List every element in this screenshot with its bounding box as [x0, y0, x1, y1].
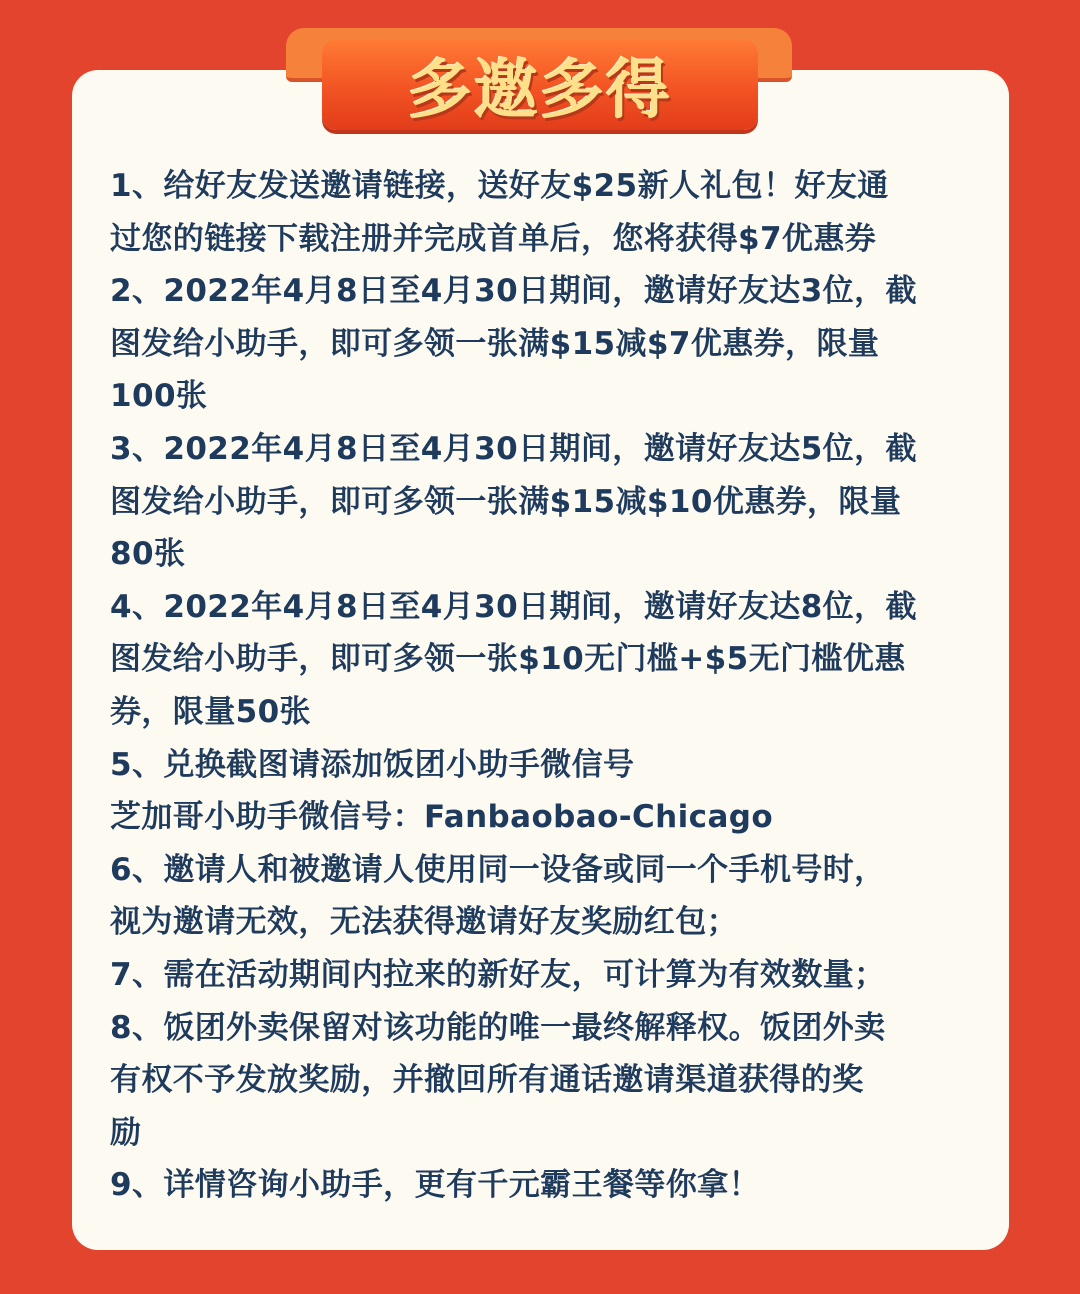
wechat-id-line: 芝加哥小助手微信号：Fanbaobao-Chicago [110, 799, 774, 836]
title-banner [322, 40, 758, 130]
rule-line: 6、邀请人和被邀请人使用同一设备或同一个手机号时， [110, 851, 886, 888]
rules-text [110, 160, 970, 1212]
rule-line: 5、兑换截图请添加饭团小助手微信号 [110, 746, 635, 783]
rule-line: 100张 [110, 378, 208, 415]
rule-line: 券，限量50张 [110, 693, 311, 730]
rule-line: 过您的链接下载注册并完成首单后，您将获得$7优惠券 [110, 220, 877, 257]
rule-line: 2、2022年4月8日至4月30日期间，邀请好友达3位，截 [110, 273, 917, 310]
page-title: 多邀多得 [408, 54, 672, 128]
rule-line: 8、饭团外卖保留对该功能的唯一最终解释权。饭团外卖 [110, 1009, 886, 1046]
rule-line: 视为邀请无效，无法获得邀请好友奖励红包； [110, 904, 738, 941]
rule-line: 1、给好友发送邀请链接，送好友$25新人礼包！好友通 [110, 168, 889, 204]
rule-line: 9、详情咨询小助手，更有千元霸王餐等你拿！ [110, 1167, 760, 1204]
rule-line: 80张 [110, 536, 186, 573]
rule-line: 励 [110, 1114, 142, 1151]
rule-line: 图发给小助手，即可多领一张$10无门槛+$5无门槛优惠 [110, 641, 906, 678]
rule-line: 有权不予发放奖励，并撤回所有通话邀请渠道获得的奖 [110, 1062, 864, 1099]
rule-line: 图发给小助手，即可多领一张满$15减$10优惠券，限量 [110, 483, 902, 520]
rule-line: 7、需在活动期间内拉来的新好友，可计算为有效数量； [110, 956, 886, 993]
rule-line: 图发给小助手，即可多领一张满$15减$7优惠券，限量 [110, 325, 880, 362]
rule-line: 4、2022年4月8日至4月30日期间，邀请好友达8位，截 [110, 588, 917, 625]
rule-line: 3、2022年4月8日至4月30日期间，邀请好友达5位，截 [110, 430, 917, 467]
